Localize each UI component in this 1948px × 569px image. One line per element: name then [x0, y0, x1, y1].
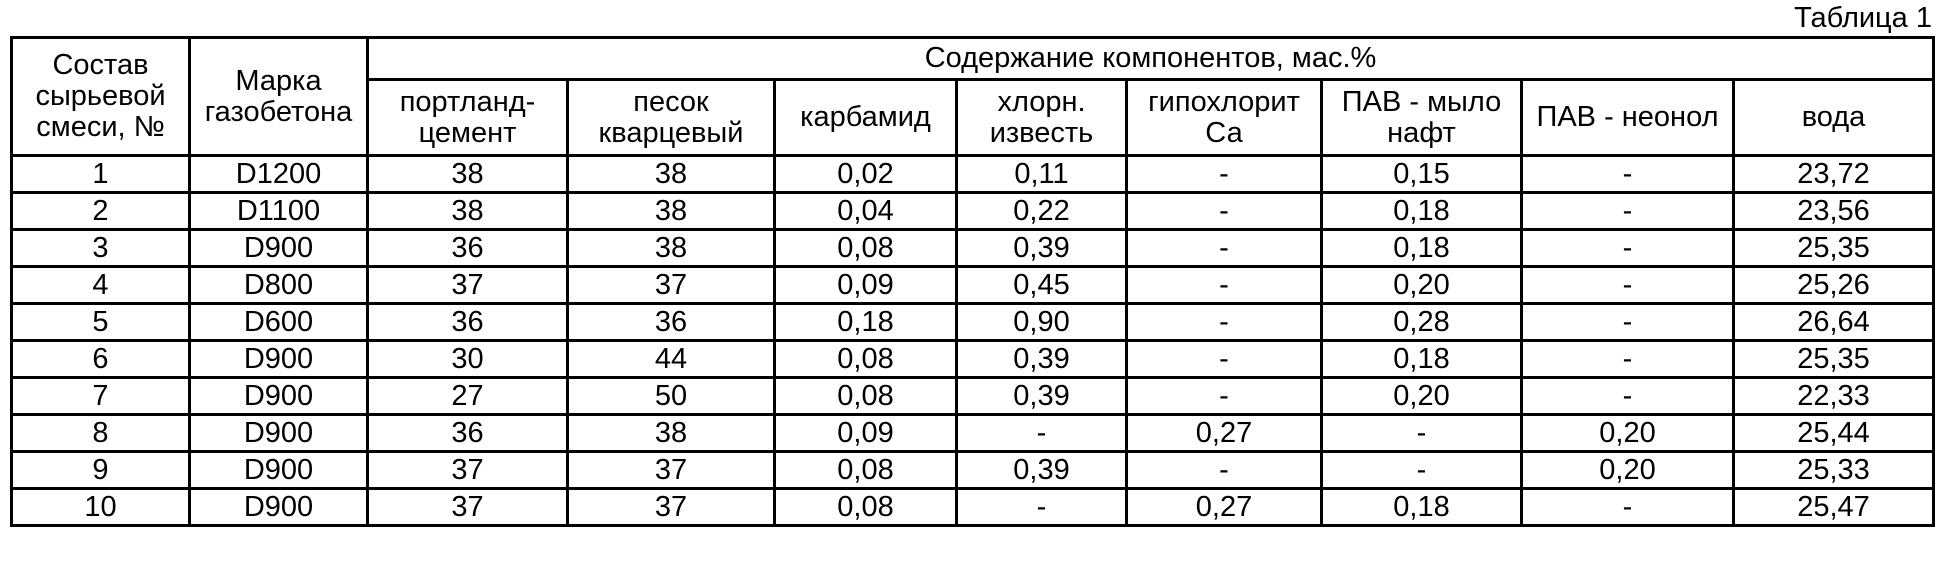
- cell-carbamide: 0,08: [775, 230, 957, 267]
- table-row: [12, 415, 1934, 452]
- cell-number: 3: [12, 230, 190, 267]
- cell-cement: 36: [368, 415, 568, 452]
- header-grade: Марка газобетона: [190, 38, 368, 156]
- cell-sand: 38: [568, 156, 775, 193]
- cell-grade: D1200: [190, 156, 368, 193]
- cell-water: 25,44: [1734, 415, 1934, 452]
- cell-grade: D900: [190, 230, 368, 267]
- cell-hypochlorite: -: [1127, 452, 1322, 489]
- cell-carbamide: 0,08: [775, 452, 957, 489]
- cell-cement: 36: [368, 304, 568, 341]
- cell-sand: 38: [568, 415, 775, 452]
- table-row: [12, 341, 1934, 378]
- cell-number: 4: [12, 267, 190, 304]
- cell-cement: 37: [368, 452, 568, 489]
- cell-number: 2: [12, 193, 190, 230]
- cell-number: 1: [12, 156, 190, 193]
- cell-sand: 36: [568, 304, 775, 341]
- table-row: [12, 267, 1934, 304]
- cell-water: 26,64: [1734, 304, 1934, 341]
- cell-hypochlorite: -: [1127, 230, 1322, 267]
- cell-water: 22,33: [1734, 378, 1934, 415]
- cell-lime: -: [957, 415, 1127, 452]
- table-row: [12, 304, 1934, 341]
- table-row: [12, 378, 1934, 415]
- header-carbamide: карбамид: [775, 80, 957, 156]
- cell-hypochlorite: -: [1127, 267, 1322, 304]
- cell-neonol: -: [1522, 267, 1734, 304]
- cell-water: 23,56: [1734, 193, 1934, 230]
- cell-hypochlorite: -: [1127, 378, 1322, 415]
- cell-neonol: -: [1522, 378, 1734, 415]
- cell-neonol: -: [1522, 341, 1734, 378]
- cell-soap: 0,15: [1322, 156, 1522, 193]
- header-components-group: Содержание компонентов, мас.%: [368, 38, 1934, 80]
- cell-grade: D900: [190, 452, 368, 489]
- cell-hypochlorite: 0,27: [1127, 415, 1322, 452]
- cell-cement: 30: [368, 341, 568, 378]
- cell-water: 23,72: [1734, 156, 1934, 193]
- cell-lime: 0,22: [957, 193, 1127, 230]
- cell-neonol: -: [1522, 156, 1734, 193]
- cell-neonol: -: [1522, 193, 1734, 230]
- cell-sand: 38: [568, 230, 775, 267]
- cell-hypochlorite: 0,27: [1127, 489, 1322, 526]
- header-portland-cement: портланд-цемент: [368, 80, 568, 156]
- cell-number: 6: [12, 341, 190, 378]
- cell-cement: 38: [368, 193, 568, 230]
- cell-sand: 38: [568, 193, 775, 230]
- cell-soap: 0,18: [1322, 230, 1522, 267]
- cell-sand: 37: [568, 452, 775, 489]
- header-row-top: [12, 38, 1934, 80]
- cell-cement: 38: [368, 156, 568, 193]
- cell-sand: 50: [568, 378, 775, 415]
- cell-carbamide: 0,08: [775, 489, 957, 526]
- cell-water: 25,35: [1734, 230, 1934, 267]
- cell-grade: D600: [190, 304, 368, 341]
- cell-neonol: -: [1522, 489, 1734, 526]
- header-composition: Состав сырьевой смеси, №: [12, 38, 190, 156]
- cell-neonol: -: [1522, 304, 1734, 341]
- table-row: [12, 489, 1934, 526]
- cell-neonol: 0,20: [1522, 415, 1734, 452]
- cell-soap: 0,20: [1322, 378, 1522, 415]
- cell-hypochlorite: -: [1127, 341, 1322, 378]
- cell-carbamide: 0,09: [775, 267, 957, 304]
- cell-cement: 27: [368, 378, 568, 415]
- cell-grade: D900: [190, 341, 368, 378]
- cell-number: 9: [12, 452, 190, 489]
- cell-carbamide: 0,04: [775, 193, 957, 230]
- header-surfactant-soap: ПАВ - мыло нафт: [1322, 80, 1522, 156]
- cell-soap: 0,20: [1322, 267, 1522, 304]
- cell-lime: 0,39: [957, 452, 1127, 489]
- cell-soap: 0,18: [1322, 193, 1522, 230]
- header-water: вода: [1734, 80, 1934, 156]
- cell-lime: 0,39: [957, 378, 1127, 415]
- cell-grade: D1100: [190, 193, 368, 230]
- header-quartz-sand: песок кварцевый: [568, 80, 775, 156]
- table-row: [12, 156, 1934, 193]
- table-caption: Таблица 1: [1794, 2, 1932, 34]
- cell-water: 25,26: [1734, 267, 1934, 304]
- cell-number: 10: [12, 489, 190, 526]
- header-surfactant-neonol: ПАВ - неонол: [1522, 80, 1734, 156]
- cell-water: 25,35: [1734, 341, 1934, 378]
- cell-hypochlorite: -: [1127, 193, 1322, 230]
- cell-grade: D900: [190, 378, 368, 415]
- cell-carbamide: 0,18: [775, 304, 957, 341]
- cell-soap: 0,18: [1322, 489, 1522, 526]
- header-calcium-hypochlorite: гипохлорит Са: [1127, 80, 1322, 156]
- cell-carbamide: 0,02: [775, 156, 957, 193]
- cell-number: 7: [12, 378, 190, 415]
- table-row: [12, 452, 1934, 489]
- cell-hypochlorite: -: [1127, 304, 1322, 341]
- cell-grade: D900: [190, 415, 368, 452]
- cell-cement: 37: [368, 267, 568, 304]
- table-row: [12, 230, 1934, 267]
- cell-carbamide: 0,09: [775, 415, 957, 452]
- cell-number: 8: [12, 415, 190, 452]
- cell-soap: 0,28: [1322, 304, 1522, 341]
- table-header: [12, 38, 1934, 156]
- cell-hypochlorite: -: [1127, 156, 1322, 193]
- cell-sand: 44: [568, 341, 775, 378]
- cell-water: 25,33: [1734, 452, 1934, 489]
- cell-carbamide: 0,08: [775, 378, 957, 415]
- header-chlorine-lime: хлорн. известь: [957, 80, 1127, 156]
- cell-lime: 0,45: [957, 267, 1127, 304]
- cell-grade: D800: [190, 267, 368, 304]
- table-row: [12, 193, 1934, 230]
- cell-cement: 37: [368, 489, 568, 526]
- table-body: [12, 156, 1934, 526]
- table-container: [10, 36, 1932, 527]
- cell-carbamide: 0,08: [775, 341, 957, 378]
- cell-lime: 0,39: [957, 341, 1127, 378]
- cell-cement: 36: [368, 230, 568, 267]
- cell-soap: 0,18: [1322, 341, 1522, 378]
- cell-number: 5: [12, 304, 190, 341]
- cell-lime: 0,39: [957, 230, 1127, 267]
- cell-lime: 0,11: [957, 156, 1127, 193]
- cell-neonol: 0,20: [1522, 452, 1734, 489]
- cell-grade: D900: [190, 489, 368, 526]
- cell-sand: 37: [568, 267, 775, 304]
- cell-soap: -: [1322, 415, 1522, 452]
- cell-lime: -: [957, 489, 1127, 526]
- cell-lime: 0,90: [957, 304, 1127, 341]
- cell-soap: -: [1322, 452, 1522, 489]
- cell-sand: 37: [568, 489, 775, 526]
- cell-neonol: -: [1522, 230, 1734, 267]
- components-table: [10, 36, 1935, 527]
- cell-water: 25,47: [1734, 489, 1934, 526]
